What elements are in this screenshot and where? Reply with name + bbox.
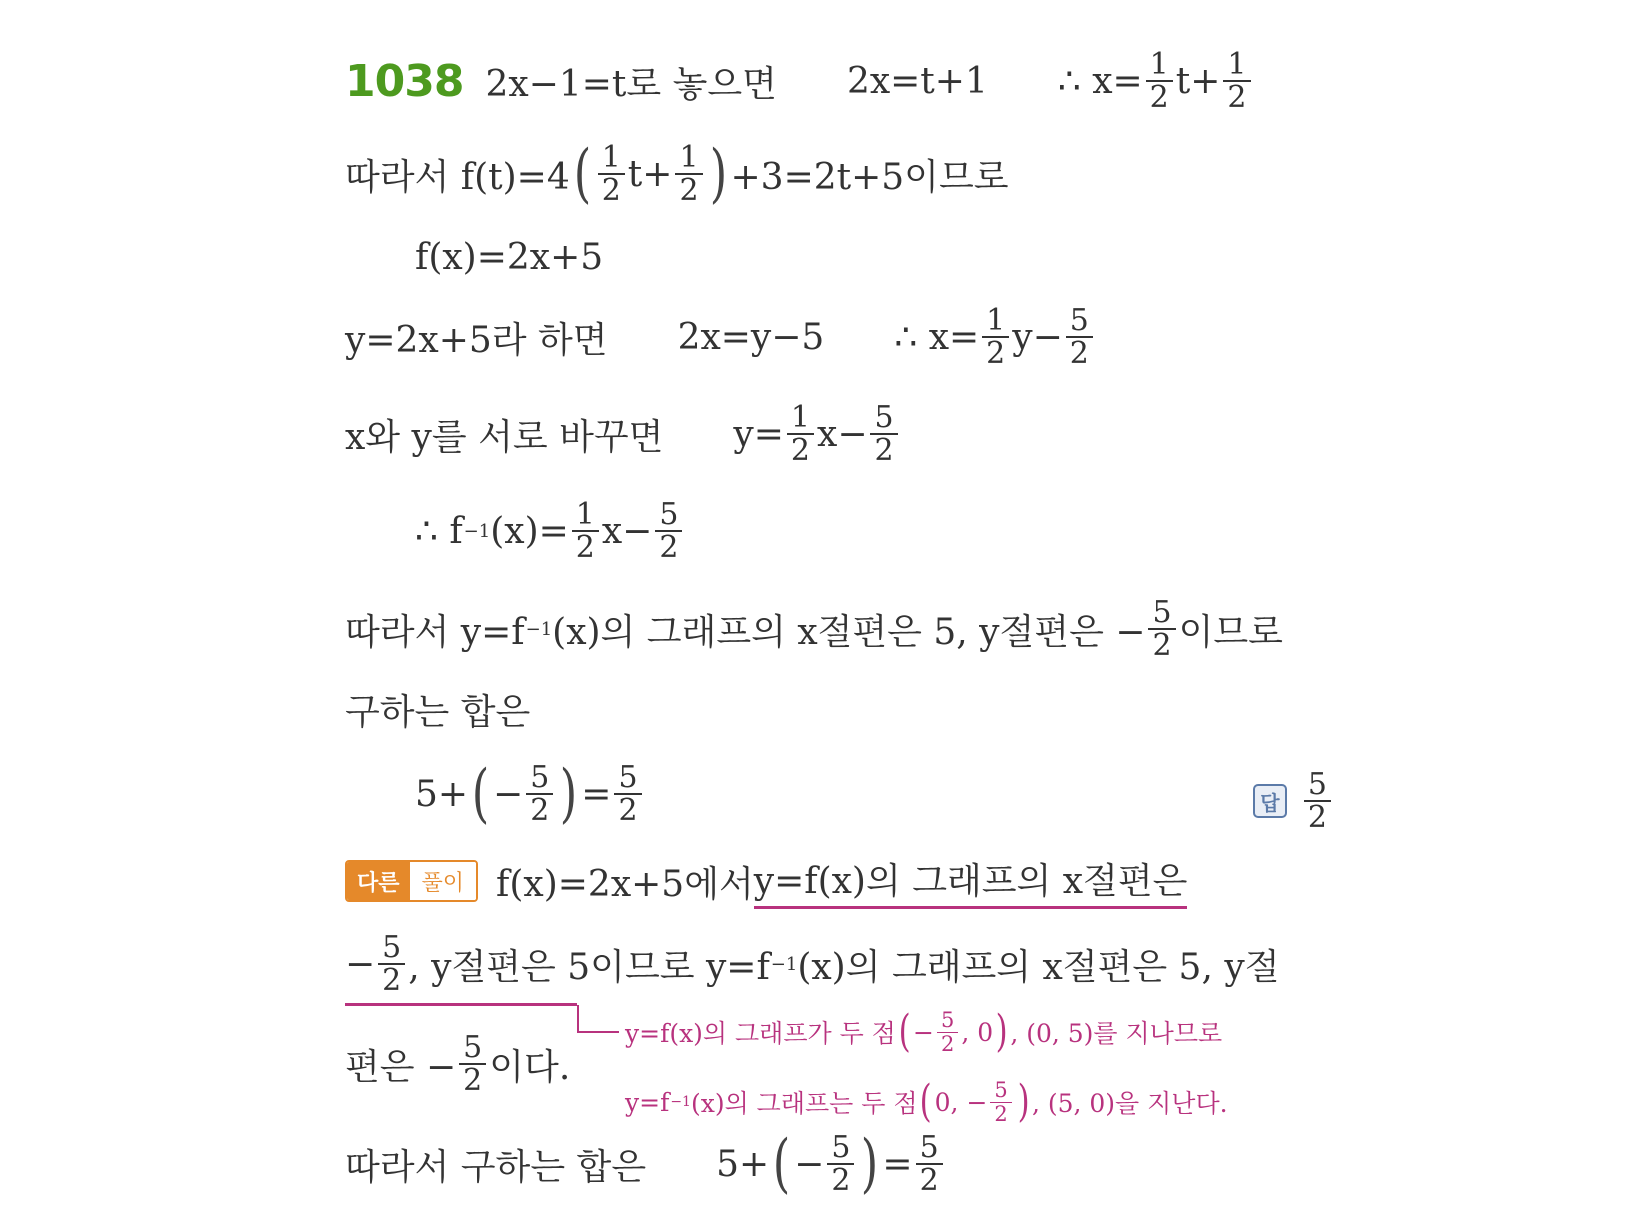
fraction: $\frac{1}{2}$ [572,499,599,564]
left-paren: ( [920,1076,933,1127]
line-6 [415,492,685,570]
l2-mid: t+ [627,153,673,195]
note-bracket [577,1005,619,1033]
n2-a2: (x)의 그래프는 두 점 [690,1089,918,1118]
line-10 [345,842,1187,920]
fraction: $\frac{5}{2}$ [1148,597,1175,662]
inverse-sup: −1 [463,520,491,542]
fraction: $\frac{1}{2}$ [787,402,814,467]
l8: 구하는 합은 [345,691,531,733]
fraction: $\frac{5}{2}$ [916,1132,943,1197]
l7-c: 이므로 [1178,611,1283,653]
l11-b: 이므로 y=f [590,946,770,988]
n2-a: y=f [625,1087,670,1117]
l4-mid: y− [1012,316,1063,358]
l1-b: 2x=t+1 [846,60,988,102]
right-paren: ) [709,137,727,211]
l13-a: 따라서 구하는 합은 [345,1146,647,1188]
l11-u-after: , y절편은 5 [408,946,591,988]
note-1 [625,1002,1222,1062]
problem-number: 1038 [345,55,464,107]
l7-b: (x)의 그래프의 x절편은 5, y절편은 − [552,611,1146,653]
n2-b: , (5, 0)을 지난다. [1031,1089,1228,1118]
right-paren: ) [861,1127,879,1201]
l6-prefix: ∴ f [415,510,463,552]
line-1 [345,42,1254,120]
l6-after: (x)= [490,510,569,552]
l5-mid: x− [817,413,868,455]
line-7 [345,590,1283,668]
l4-b: 2x=y−5 [677,316,825,358]
fraction: $\frac{5}{2}$ [937,1009,958,1054]
line-3 [415,218,603,296]
line-11 [345,925,1279,1003]
answer-fraction: $\frac{5}{2}$ [1304,769,1331,834]
l5-b-prefix: y= [733,413,784,455]
l9-b: = [581,773,612,815]
l2-b: +3=2t+5이므로 [730,156,1009,198]
l3: f(x)=2x+5 [415,236,604,278]
l13-b: 5+ [716,1143,770,1185]
line-9 [415,755,645,833]
answer [1253,762,1334,840]
l1-c-mid: t+ [1175,60,1221,102]
fraction: $\frac{5}{2}$ [526,762,553,827]
fraction: $\frac{1}{2}$ [982,305,1009,370]
l13-c: = [882,1143,913,1185]
l10-a: f(x)=2x+5에서 [496,863,754,905]
l4-c-prefix: ∴ x= [894,316,980,358]
inverse-sup: −1 [525,618,553,640]
l12-b: 이다. [489,1046,571,1088]
fraction: $\frac{1}{2}$ [598,142,625,207]
l6-mid: x− [601,510,653,552]
l9-a: 5+ [415,773,469,815]
line-12 [345,1025,570,1103]
fraction: $\frac{5}{2}$ [870,402,897,467]
line-5 [345,395,901,473]
inverse-sup: −1 [670,1094,691,1110]
n2-p1a: 0, − [934,1087,988,1117]
inverse-sup: −1 [770,953,798,975]
left-paren: ( [471,757,490,831]
fraction: $\frac{5}{2}$ [614,762,641,827]
l1-a: 2x−1=t로 놓으면 [485,63,777,105]
right-paren: ) [1017,1076,1030,1127]
right-paren: ) [560,757,578,831]
n1-p1a: − [913,1017,934,1047]
fraction: $\frac{5}{2}$ [827,1132,854,1197]
fraction: $\frac{1}{2}$ [1146,49,1173,114]
n1-a: y=f(x)의 그래프가 두 점 [625,1019,896,1048]
fraction: $\frac{1}{2}$ [1223,49,1250,114]
answer-badge: 답 [1253,784,1287,818]
note-2 [625,1072,1228,1132]
alt-solution-badge: 다른 풀이 [345,860,478,902]
l11-u-prefix: − [345,943,376,985]
fraction: $\frac{5}{2}$ [378,932,405,997]
l4-a: y=2x+5라 하면 [345,319,608,361]
line-2 [345,135,1009,213]
n1-b: , (0, 5)를 지나므로 [1010,1019,1223,1048]
n1-p1b: , 0 [961,1017,994,1047]
l10-underlined: y=f(x)의 그래프의 x절편은 [754,853,1188,909]
fraction: $\frac{5}{2}$ [1066,305,1093,370]
right-paren: ) [995,1006,1008,1057]
left-paren: ( [898,1006,911,1057]
l2-a: 따라서 f(t)=4 [345,156,570,198]
line-8 [345,670,530,748]
fraction: $\frac{5}{2}$ [990,1079,1011,1124]
l13-inner: − [794,1143,825,1185]
left-paren: ( [772,1127,791,1201]
l9-inner: − [493,773,524,815]
line-13 [345,1125,946,1203]
l7-a: 따라서 y=f [345,611,525,653]
l1-c-prefix: ∴ x= [1057,60,1143,102]
l5-a: x와 y를 서로 바꾸면 [345,416,664,458]
left-paren: ( [573,137,591,211]
l11-c: (x)의 그래프의 x절편은 5, y절 [797,946,1280,988]
l12-a: 편은 − [345,1046,457,1088]
fraction: $\frac{5}{2}$ [459,1032,486,1097]
fraction: $\frac{5}{2}$ [655,499,682,564]
line-4 [345,298,1096,376]
fraction: $\frac{1}{2}$ [675,142,702,207]
underline-left [345,1003,577,1006]
